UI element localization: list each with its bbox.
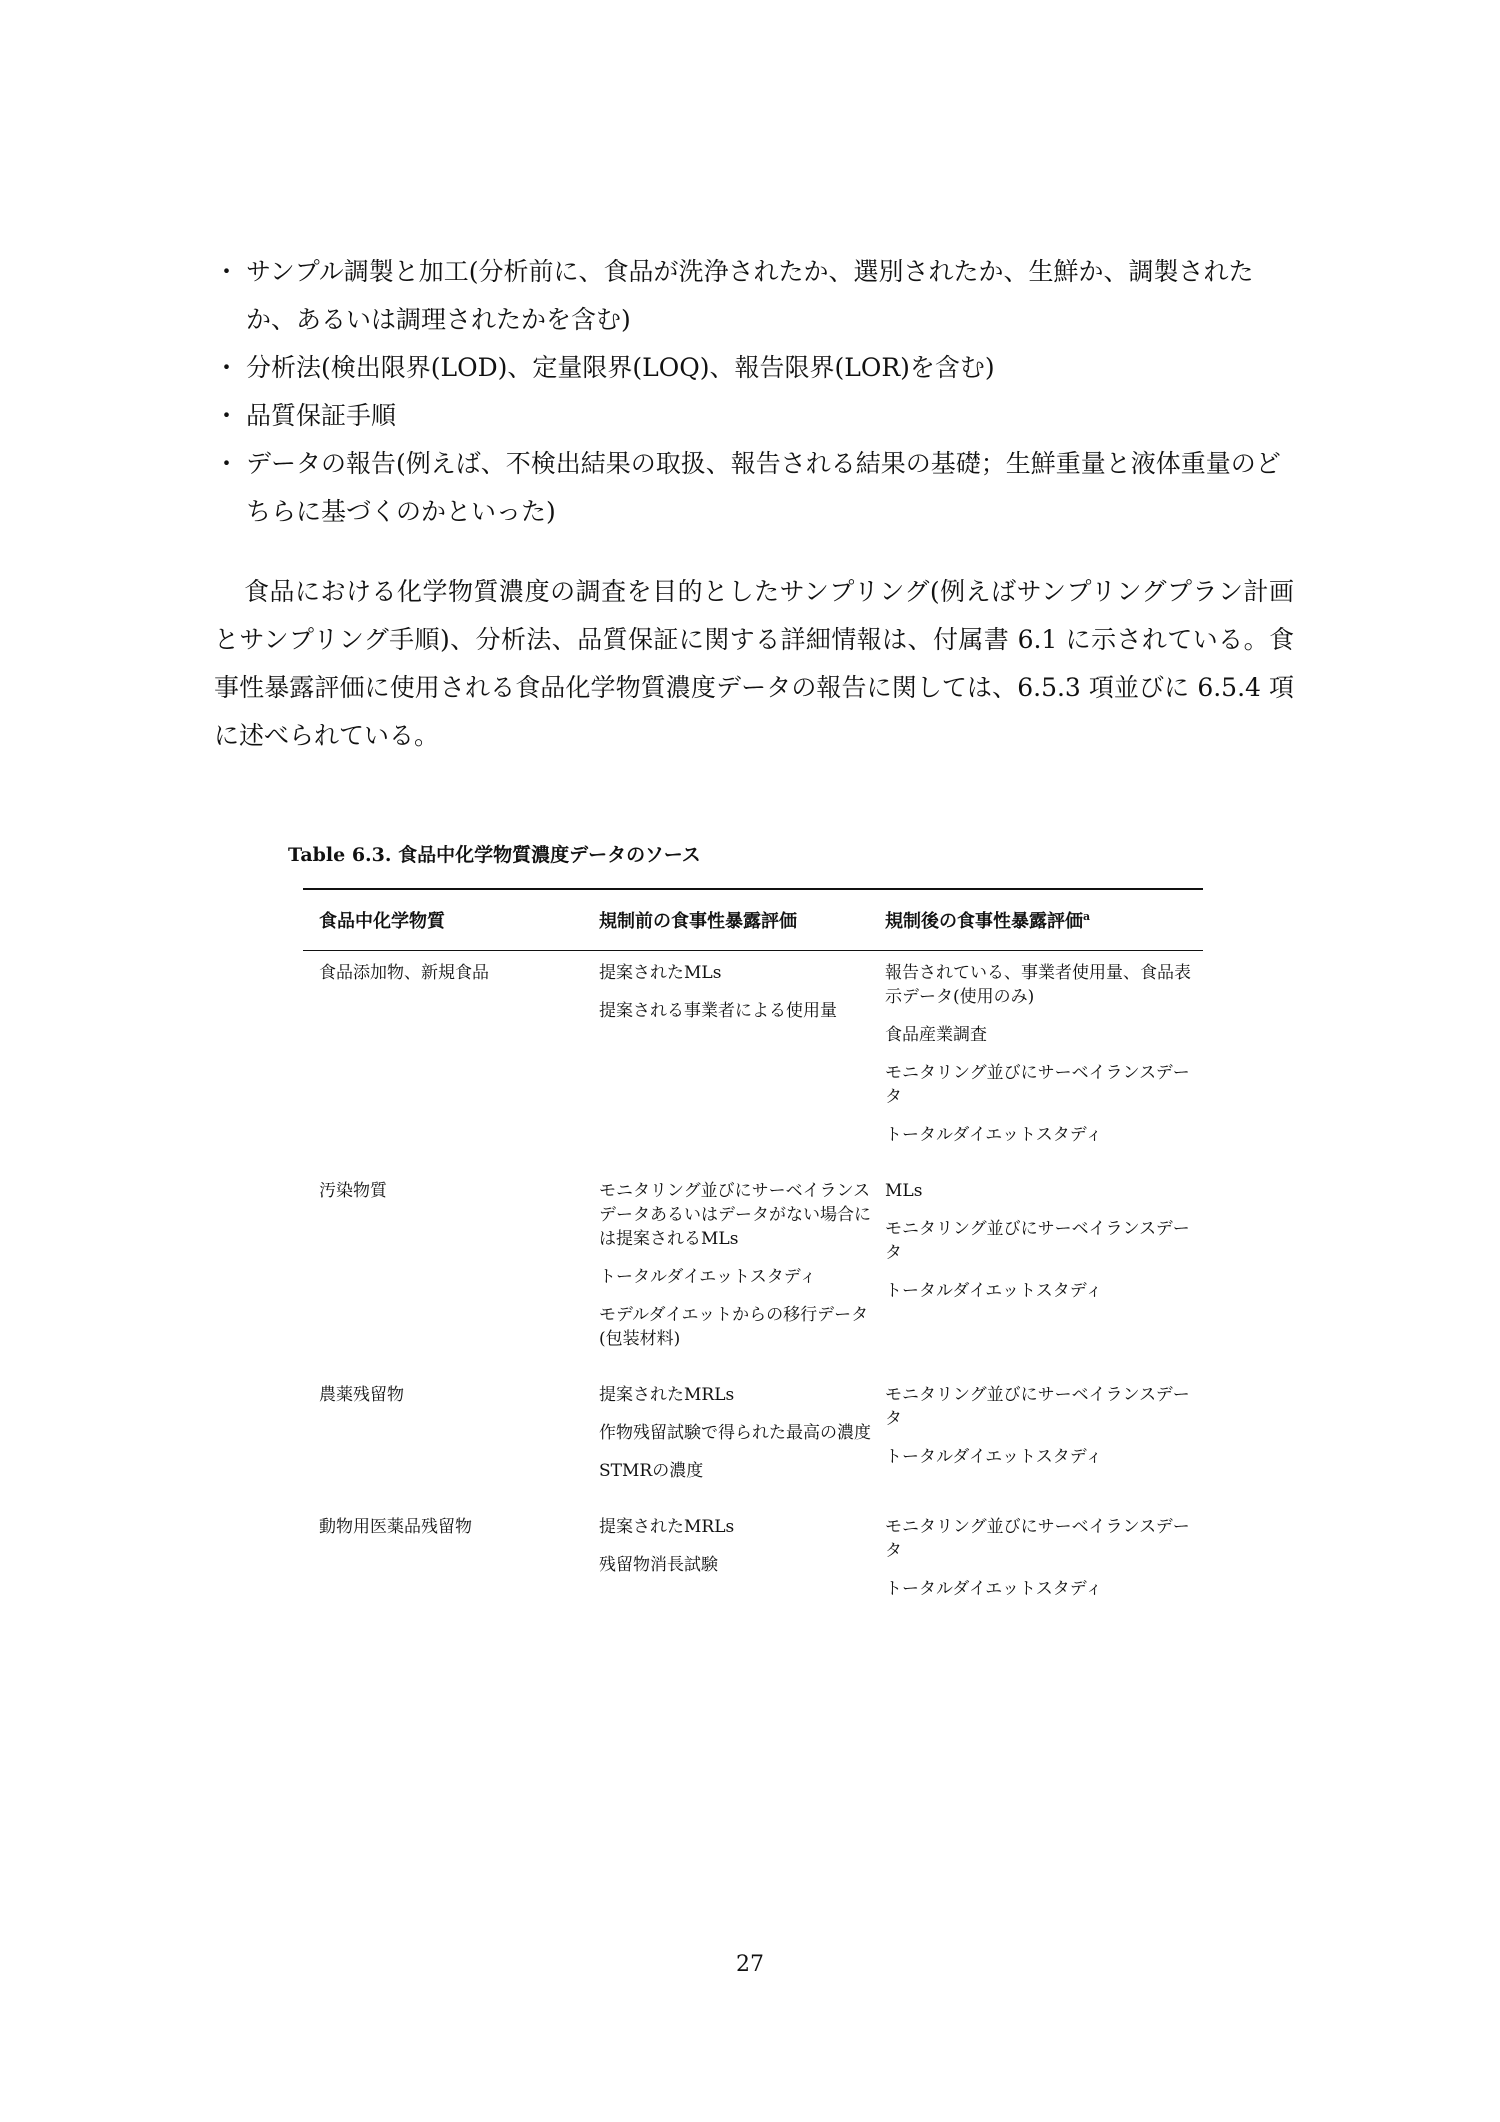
bullet-item (214, 344, 1294, 392)
bullet-text: サンプル調製と加工(分析前に、食品が洗浄されたか、選別されたか、生鮮か、調製されたか、あるいは調理されたかを含む) (246, 257, 1254, 334)
cell-pre (583, 1515, 873, 1601)
cell-substance: 動物用医薬品残留物 (319, 1517, 472, 1537)
cell-item: モニタリング並びにサーベイランスデータ (885, 1385, 1190, 1429)
bullet-text: データの報告(例えば、不検出結果の取扱、報告される結果の基礎；生鮮重量と液体重量のどちらに基づくのかといった) (246, 449, 1281, 526)
cell-item: 提案されたMRLs (599, 1517, 735, 1537)
cell-post (873, 961, 1203, 1147)
cell-item: 提案されたMRLs (599, 1385, 735, 1405)
table-row (303, 1373, 1203, 1505)
cell-item: モニタリング並びにサーベイランスデータ (885, 1517, 1190, 1561)
cell-item: トータルダイエットスタディ (885, 1579, 1103, 1599)
table-row (303, 1169, 1203, 1373)
bullet-mark: ・ (214, 449, 240, 478)
data-table (303, 888, 1203, 1623)
cell-item: 提案される事業者による使用量 (599, 1001, 837, 1021)
cell-item: 残留物消長試験 (599, 1555, 718, 1575)
bullet-item (214, 392, 1294, 440)
cell-item: モニタリング並びにサーベイランスデータ (885, 1219, 1190, 1263)
cell-item: モニタリング並びにサーベイランスデータ (885, 1063, 1190, 1107)
cell-item: 報告されている、事業者使用量、食品表示データ(使用のみ) (885, 963, 1191, 1007)
cell-item: モニタリング並びにサーベイランスデータあるいはデータがない場合には提案されるMLs (599, 1181, 871, 1249)
table-caption: Table 6.3. 食品中化学物質濃度データのソース (288, 844, 701, 866)
header-superscript: a (1083, 910, 1091, 923)
cell-substance: 食品添加物、新規食品 (319, 963, 489, 983)
cell-post (873, 1383, 1203, 1483)
cell-post (873, 1179, 1203, 1351)
cell-item: トータルダイエットスタディ (885, 1447, 1103, 1467)
header-pre: 規制前の食事性暴露評価 (599, 911, 797, 932)
cell-pre (583, 1383, 873, 1483)
table-row (303, 1505, 1203, 1623)
page-number: 27 (736, 1952, 764, 1977)
cell-item: 作物残留試験で得られた最高の濃度 (599, 1423, 871, 1443)
cell-item: トータルダイエットスタディ (885, 1125, 1103, 1145)
bullet-item (214, 440, 1294, 536)
table-row (303, 951, 1203, 1169)
cell-item: 提案されたMLs (599, 963, 722, 983)
table-header-row (303, 890, 1203, 950)
bullet-text: 分析法(検出限界(LOD)、定量限界(LOQ)、報告限界(LOR)を含む) (246, 353, 995, 382)
cell-item: MLs (885, 1181, 923, 1201)
cell-item: 食品産業調査 (885, 1025, 987, 1045)
bullet-item (214, 248, 1294, 344)
header-substance: 食品中化学物質 (319, 911, 445, 932)
bullet-list (214, 248, 1294, 536)
cell-item: トータルダイエットスタディ (599, 1267, 817, 1287)
cell-item: モデルダイエットからの移行データ(包装材料) (599, 1305, 869, 1349)
cell-item: STMRの濃度 (599, 1461, 704, 1481)
cell-substance: 農薬残留物 (319, 1385, 404, 1405)
cell-post (873, 1515, 1203, 1601)
bullet-text: 品質保証手順 (246, 401, 397, 430)
header-post-label: 規制後の食事性暴露評価 (885, 911, 1083, 932)
bullet-mark: ・ (214, 353, 240, 382)
bullet-mark: ・ (214, 257, 240, 286)
cell-item: トータルダイエットスタディ (885, 1281, 1103, 1301)
cell-substance: 汚染物質 (319, 1181, 387, 1201)
bullet-mark: ・ (214, 401, 240, 430)
header-post (873, 907, 1203, 933)
cell-pre (583, 1179, 873, 1351)
cell-pre (583, 961, 873, 1147)
body-paragraph: 食品における化学物質濃度の調査を目的としたサンプリング(例えばサンプリングプラン計画とサンプリング手順)、分析法、品質保証に関する詳細情報は、付属書 6.1 に示されている。食事性暴露評価に使用される食品化学物質濃度データの報告に関しては、6.5.3 項並びに 6.5.4 項に述べられている。 (214, 577, 1294, 750)
